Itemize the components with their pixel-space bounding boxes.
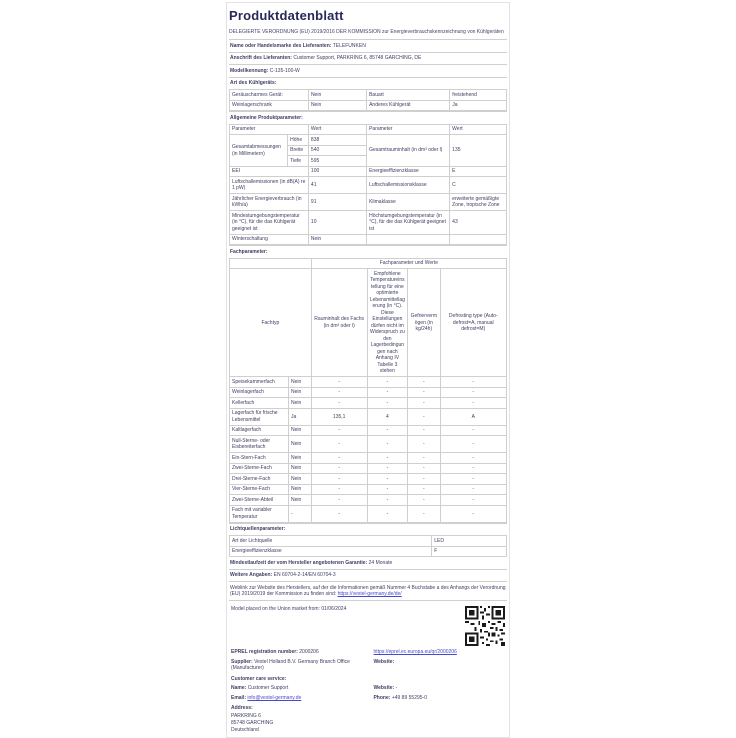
- care-name-label: Name:: [231, 685, 247, 692]
- address-label: Address:: [231, 705, 253, 712]
- fach-cell: A: [440, 408, 507, 425]
- fach-cell: -: [367, 484, 407, 495]
- website-block: [373, 659, 505, 672]
- col-header: Wert: [308, 124, 366, 135]
- table-header-row: [230, 258, 507, 269]
- param-label: Bauart: [367, 90, 450, 101]
- eprel-number: 2000206: [299, 649, 319, 656]
- customer-care-heading: Customer care service:: [231, 675, 287, 682]
- col-header-defrost: Defrosting type (Auto-defrost=A, manual defrost=M): [440, 269, 507, 377]
- manufacturer-website-link[interactable]: https://vestel-germany.de/de/: [337, 591, 402, 598]
- param-value: 43: [450, 211, 507, 235]
- general-parameters-table: [229, 124, 507, 246]
- care-phone-value: +49 89 55295-0: [391, 694, 427, 701]
- fach-cell: Kaltlagerfach: [230, 425, 289, 436]
- supplier-address-label: Anschrift des Lieferanten:: [230, 55, 292, 62]
- fach-cell: Nein: [289, 463, 312, 474]
- fach-cell: -: [289, 505, 312, 522]
- param-value: LED: [432, 536, 507, 547]
- param-label: Höchstumgebungstemperatur (in °C), für die das Kühlgerät geeignet ist: [367, 211, 450, 235]
- fach-cell: -: [408, 505, 440, 522]
- param-value: 10: [308, 211, 366, 235]
- fach-cell: -: [311, 505, 367, 522]
- address-line: 85748 GARCHING: [231, 719, 274, 726]
- param-value: C: [450, 177, 507, 194]
- param-label: Gesamtrauminhalt (in dm³ oder l): [367, 135, 450, 167]
- fach-cell: -: [408, 408, 440, 425]
- fach-cell: Ein-Stern-Fach: [230, 453, 289, 464]
- market-date-label: Model placed on the Union market from:: [231, 606, 320, 613]
- param-label: Luftschallemissionsklasse: [367, 177, 450, 194]
- website-label: Website:: [373, 658, 395, 665]
- fach-cell: -: [367, 474, 407, 485]
- param-value: [450, 234, 507, 245]
- product-datasheet-page: [226, 2, 510, 738]
- market-date-value: 01/06/2024: [321, 606, 347, 613]
- fach-cell: -: [408, 387, 440, 398]
- light-section-heading: Lichtquellenparameter:: [229, 523, 507, 536]
- table-row: [230, 166, 507, 177]
- fach-cell: 4: [367, 408, 407, 425]
- fach-cell: -: [440, 387, 507, 398]
- col-header: Parameter: [367, 124, 450, 135]
- fach-cell: Ja: [289, 408, 312, 425]
- fach-cell: -: [440, 425, 507, 436]
- param-value: E: [450, 166, 507, 177]
- table-row: [230, 135, 507, 146]
- supplier-block: [231, 659, 373, 672]
- param-label: Gesamtabmessungen (in Millimetern): [230, 135, 288, 167]
- care-name-block: [231, 685, 373, 692]
- market-date-text: [231, 606, 346, 613]
- fach-cell: -: [408, 377, 440, 388]
- address-line: PARKRING 6: [231, 712, 261, 719]
- fach-cell: Drei-Sterne-Fach: [230, 474, 289, 485]
- fach-cell: Nein: [289, 377, 312, 388]
- fach-cell: -: [440, 398, 507, 409]
- param-value: 91: [308, 194, 366, 211]
- supplier-brand-value: TELEFUNKEN: [332, 42, 366, 49]
- fach-cell: -: [367, 495, 407, 506]
- param-label: Mindestumgebungstemperatur (in °C), für die das Kühlgerät geeignet ist: [230, 211, 309, 235]
- table-row: [230, 194, 507, 211]
- fach-cell: Kellerfach: [230, 398, 289, 409]
- table-row: [230, 90, 507, 101]
- eprel-number-block: [231, 649, 373, 656]
- param-value: erweiterte gemäßigte Zone, tropische Zone: [450, 194, 507, 211]
- param-value: 41: [308, 177, 366, 194]
- fach-cell: -: [311, 398, 367, 409]
- fach-cell: -: [408, 436, 440, 453]
- footer-section: [229, 601, 507, 734]
- col-header-volume: Rauminhalt des Fachs (in dm³ oder l): [311, 269, 367, 377]
- appliance-type-table: [229, 89, 507, 111]
- general-section-heading: Allgemeine Produktparameter:: [229, 111, 507, 124]
- compartment-section-heading: Fachparameter:: [229, 245, 507, 258]
- fach-cell: Nein: [289, 436, 312, 453]
- fach-cell: Zwei-Sterne-Abteil: [230, 495, 289, 506]
- page-title: Produktdatenblatt: [229, 8, 344, 23]
- care-name-value: Customer Support: [247, 685, 289, 692]
- supplier-brand-label: Name oder Handelsmarke des Lieferanten:: [230, 42, 332, 49]
- eprel-label: EPREL registration number:: [231, 649, 298, 656]
- care-phone-label: Phone:: [373, 694, 391, 701]
- dim-value: 838: [308, 135, 366, 146]
- dim-label: Breite: [288, 145, 309, 156]
- care-website-label: Website:: [373, 685, 395, 692]
- fach-cell: -: [367, 387, 407, 398]
- care-contact-row: [231, 695, 505, 702]
- model-id-label: Modellkennung:: [230, 67, 269, 74]
- supplier-row: [231, 659, 505, 672]
- col-header: Parameter: [230, 124, 309, 135]
- col-header-freezing: Gefriervermögen (in kg/24h): [408, 269, 440, 377]
- fach-cell: -: [440, 453, 507, 464]
- care-email-label: Email:: [231, 694, 247, 701]
- compartment-row: [230, 425, 507, 436]
- param-value: Nein: [308, 90, 366, 101]
- fach-cell: -: [408, 495, 440, 506]
- supplier-brand-row: [229, 39, 507, 52]
- fach-cell: -: [408, 453, 440, 464]
- param-label: [367, 234, 450, 245]
- fach-cell: -: [367, 453, 407, 464]
- col-header-temperature: Empfohlene Temperatureinstellung für eine optimierte Lebensmittellagerung (in °C). Diese Einstellungen dürfen nicht im Widerspruch zu den Lagerbedingungen nach Anhang IV Tabelle 3 stehen: [367, 269, 407, 377]
- care-email-link[interactable]: info@vestel-germany.de: [247, 694, 302, 701]
- compartment-row: [230, 484, 507, 495]
- model-id-value: C-135-100-W: [269, 67, 300, 74]
- market-date-row: [231, 606, 505, 646]
- care-phone-block: [373, 695, 505, 702]
- type-section-heading: Art des Kühlgeräts:: [229, 77, 507, 90]
- param-value: 100: [308, 166, 366, 177]
- param-label: Weinlagerschrank: [230, 100, 309, 111]
- additional-info-value: EN 60704-2-14/EN 60704-3: [273, 572, 336, 579]
- regulation-subtitle: DELEGIERTE VERORDNUNG (EU) 2019/2016 DER KOMMISSION zur Energieverbrauchskennzeichnung von Kühlgeräten: [229, 28, 504, 35]
- fach-cell: -: [311, 425, 367, 436]
- fach-cell: Nein: [289, 484, 312, 495]
- fach-cell: Nein: [289, 387, 312, 398]
- param-label: Anderes Kühlgerät: [367, 100, 450, 111]
- param-label: Winterschaltung: [230, 234, 309, 245]
- fach-cell: -: [408, 484, 440, 495]
- table-row: [230, 177, 507, 194]
- compartment-row: [230, 495, 507, 506]
- empty-header-cell: [230, 258, 312, 269]
- fach-cell: -: [311, 463, 367, 474]
- eprel-row: [231, 649, 505, 656]
- table-row: [230, 546, 507, 557]
- table-row: [230, 100, 507, 111]
- fach-cell: -: [440, 436, 507, 453]
- fach-cell: Nein: [289, 453, 312, 464]
- fach-cell: -: [311, 453, 367, 464]
- fach-cell: Nein: [289, 474, 312, 485]
- table-row: [230, 234, 507, 245]
- fach-cell: -: [311, 436, 367, 453]
- param-label: EEI: [230, 166, 309, 177]
- compartment-row: [230, 398, 507, 409]
- fach-cell: -: [311, 377, 367, 388]
- param-label: Energieeffizienzklasse: [367, 166, 450, 177]
- supplier-value: Vestel Holland B.V. Germany Branch Office (Manufacturer): [231, 658, 350, 672]
- param-value: F: [432, 546, 507, 557]
- param-value: freistehend: [450, 90, 507, 101]
- compartment-row: [230, 436, 507, 453]
- fach-cell: -: [408, 398, 440, 409]
- supplier-label: Supplier:: [231, 658, 253, 665]
- fach-cell: Nein: [289, 425, 312, 436]
- compartment-row: [230, 505, 507, 522]
- customer-care-block: [231, 676, 505, 735]
- dim-label: Tiefe: [288, 156, 309, 167]
- compartment-row: [230, 408, 507, 425]
- fach-cell: -: [311, 484, 367, 495]
- table-header-row: [230, 124, 507, 135]
- compartment-row: [230, 377, 507, 388]
- qr-code: [465, 606, 505, 646]
- light-source-table: [229, 535, 507, 557]
- care-website-block: [373, 685, 505, 692]
- fach-cell: -: [408, 474, 440, 485]
- fach-cell: Nein: [289, 495, 312, 506]
- fach-cell: -: [440, 495, 507, 506]
- fach-cell: -: [440, 505, 507, 522]
- guarantee-value: 24 Monate: [368, 559, 393, 566]
- fach-cell: -: [311, 387, 367, 398]
- compartment-parameters-table: [229, 258, 507, 523]
- param-label: Klimaklasse: [367, 194, 450, 211]
- fach-cell: -: [311, 474, 367, 485]
- dim-value: 540: [308, 145, 366, 156]
- fach-cell: Vier-Sterne-Fach: [230, 484, 289, 495]
- fach-cell: Zwei-Sterne-Fach: [230, 463, 289, 474]
- compartment-row: [230, 387, 507, 398]
- fach-cell: Fach mit variabler Temperatur: [230, 505, 289, 522]
- supplier-address-value: Customer Support, PARKRING 6, 85748 GARCHING, DE: [293, 55, 422, 62]
- fach-cell: 135,1: [311, 408, 367, 425]
- compartment-row: [230, 453, 507, 464]
- param-label: Jährlicher Energieverbrauch (in kWh/a): [230, 194, 309, 211]
- fach-cell: Nein: [289, 398, 312, 409]
- weblink-row: [229, 582, 507, 601]
- eprel-link[interactable]: https://eprel.ec.europa.eu/qr/2000206: [373, 649, 457, 656]
- param-value: Ja: [450, 100, 507, 111]
- fach-cell: -: [367, 377, 407, 388]
- fach-cell: -: [367, 398, 407, 409]
- fach-cell: -: [408, 463, 440, 474]
- compartment-row: [230, 474, 507, 485]
- compartment-row: [230, 463, 507, 474]
- dim-label: Höhe: [288, 135, 309, 146]
- table-header-row: [230, 269, 507, 377]
- fach-cell: -: [311, 495, 367, 506]
- fach-cell: -: [408, 425, 440, 436]
- dim-value: 595: [308, 156, 366, 167]
- param-label: Geräuscharmes Gerät:: [230, 90, 309, 101]
- table-row: [230, 536, 507, 547]
- param-value: 135: [450, 135, 507, 167]
- supplier-address-row: [229, 52, 507, 65]
- col-header-fachtyp: Fachtyp: [230, 269, 312, 377]
- col-header: Wert: [450, 124, 507, 135]
- weblink-label: Weblink zur Website des Herstellers, auf der die Informationen gemäß Nummer 4 Buchstabe a des Anhangs der Verordnung (EU) 2019/2019 der Kommission zu finden sind:: [230, 584, 506, 598]
- additional-info-label: Weitere Angaben:: [230, 572, 273, 579]
- group-header: Fachparameter und Werte: [311, 258, 506, 269]
- guarantee-row: [229, 557, 507, 570]
- fach-cell: -: [367, 505, 407, 522]
- fach-cell: Null-Sterne- oder Eisbereiterfach: [230, 436, 289, 453]
- eprel-link-block: [373, 649, 505, 656]
- table-row: [230, 211, 507, 235]
- fach-cell: -: [440, 484, 507, 495]
- fach-cell: -: [367, 436, 407, 453]
- fach-cell: -: [440, 463, 507, 474]
- guarantee-label: Mindestlaufzeit der vom Hersteller angebotenen Garantie:: [230, 559, 368, 566]
- address-line: Deutschland: [231, 727, 259, 734]
- param-label: Art der Lichtquelle: [230, 536, 432, 547]
- care-website-value: -: [395, 685, 398, 692]
- fach-cell: -: [440, 474, 507, 485]
- fach-cell: Speisekammerfach: [230, 377, 289, 388]
- address-block: [231, 705, 505, 734]
- fach-cell: Lagerfach für frische Lebensmittel: [230, 408, 289, 425]
- param-label: Luftschallemissionen (in dB(A) re 1 pW): [230, 177, 309, 194]
- fach-cell: -: [440, 377, 507, 388]
- param-label: Energieeffizienzklasse: [230, 546, 432, 557]
- model-id-row: [229, 64, 507, 77]
- fach-cell: -: [367, 425, 407, 436]
- care-name-row: [231, 685, 505, 692]
- fach-cell: Weinlagerfach: [230, 387, 289, 398]
- additional-info-row: [229, 570, 507, 583]
- param-value: Nein: [308, 234, 366, 245]
- param-value: Nein: [308, 100, 366, 111]
- care-email-block: [231, 695, 373, 702]
- fach-cell: -: [367, 463, 407, 474]
